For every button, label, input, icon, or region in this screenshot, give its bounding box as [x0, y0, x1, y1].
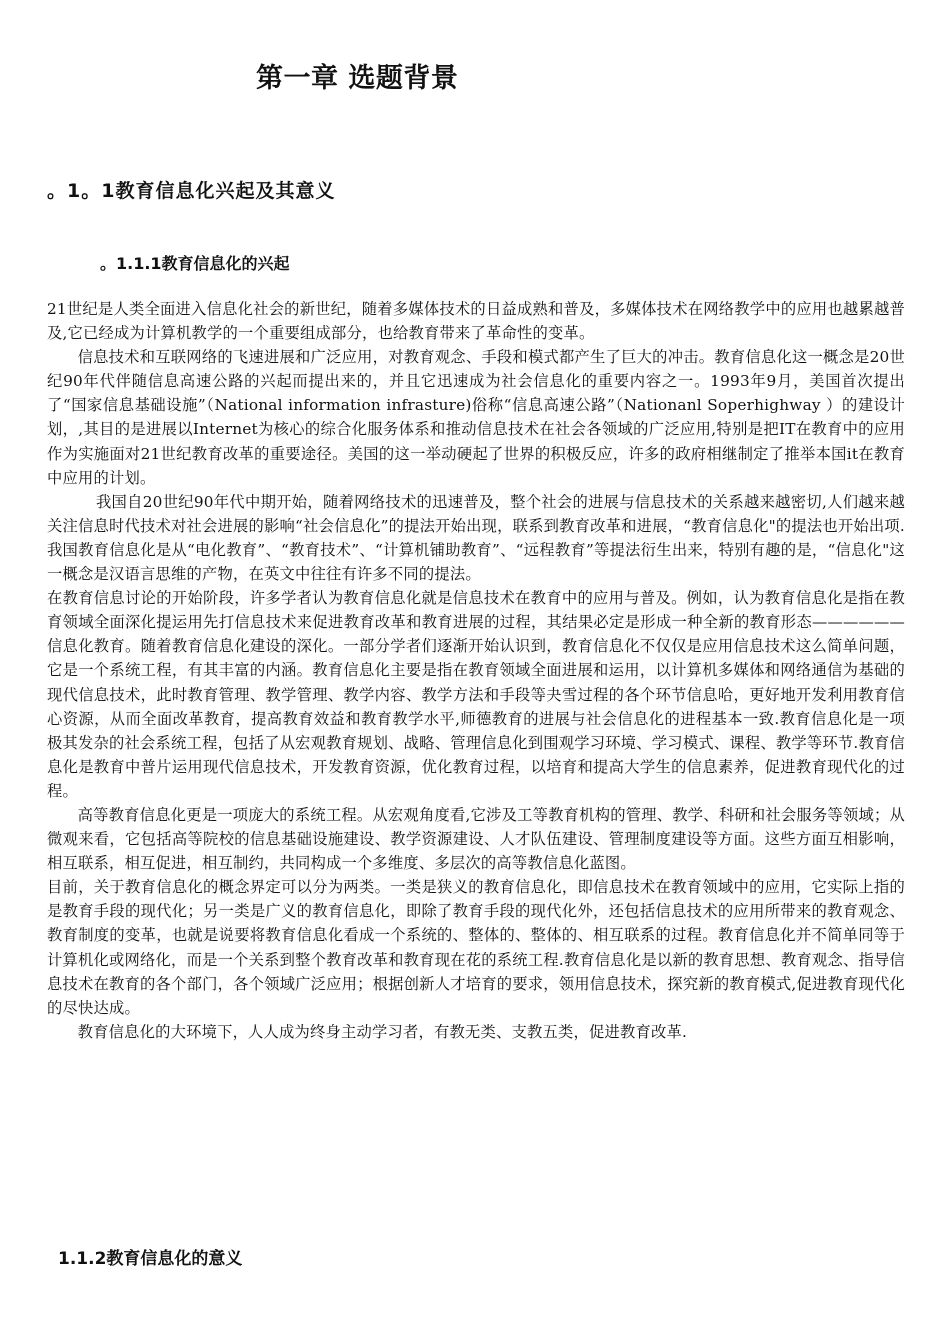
- paragraph-china-development: 我国自20世纪90年代中期开始，随着网络技术的迅速普及，整个社会的进展与信息技术的关系越来越密切,人们越来越关注信息时代技术对社会进展的影响“社会信息化”的提法开始出现，联系到教育改革和进展，“教育信息化"的提法也开始出项.我国教育信息化是从“电化教育”、“教育技术”、“计算机铺助教育”、“远程教育”等提法衍生出来，特别有趣的是，“信息化"这一概念是汉语言思维的产物，在英文中往往有许多不同的提法。: [47, 492, 905, 584]
- chapter-title: 第一章 选题背景: [256, 63, 459, 94]
- subsection-title-rise: 。1.1.1教育信息化的兴起: [100, 254, 290, 273]
- paragraph-research-stage: 在教育信息讨论的开始阶段，许多学者认为教育信息化就是信息技术在教育中的应用与普及。例如，认为教育信息化是指在教育领域全面深化提运用先打信息技术来促进教育改革和教育进展的过程，其结果必定是形成一种全新的教育形态——————信息化教育。随着教育信息化建设的深化。一部分学者们逐渐开始认识到，教育信息化不仅仅是应用信息技术这么简单问题，它是一个系统工程，有其丰富的内涵。教育信息化主要是指在教育领域全面进展和运用，以计算机多媒体和网络通信为基础的现代信息技术，此时教育管理、教学管理、教学内容、教学方法和手段等夬雪过程的各个环节信息哈，更好地开发利用教育信心资源，从而全面改革教育，提高教育效益和教育教学水平,师德教育的进展与社会信息化的进程基本一致.教育信息化是一项极其发杂的社会系统工程，包括了从宏观教育规划、战略、管理信息化到围观学习环境、学习模式、课程、教学等环节.教育信息化是教育中普片运用现代信息技术，开发教育资源，优化教育过程，以培育和提高大学生的信息素养，促进教育现代化的过程。: [47, 589, 905, 800]
- section-title: 。1。1教育信息化兴起及其意义: [47, 180, 336, 202]
- paragraph-information-technology: 信息技术和互联网络的飞速进展和广泛应用，对教育观念、手段和模式都产生了巨大的冲击。教育信息化这一概念是20世纪90年代伴随信息高速公路的兴起而提出来的，并且它迅速成为社会信息化的重要内容之一。1993年9月，美国首次提出了“国家信息基础设施”（National information infrasture)俗称“信息高速公路”（Nationanl Soperhighway ）的建设计划，,其目的是进展以Internet为核心的综合化服务体系和推动信息技术在社会各领域的广泛应用,特别是把IT在教育中的应用作为实施面对21世纪教育改革的重要途径。美国的这一举动硬起了世界的积极反应，许多的政府相继制定了推举本国it在教育中应用的计划。: [47, 348, 905, 487]
- subsection-title-significance: 1.1.2教育信息化的意义: [58, 1249, 243, 1269]
- paragraph-definitions: 目前，关于教育信息化的概念界定可以分为两类。一类是狭义的教育信息化，即信息技术在教育领域中的应用，它实际上指的是教育手段的现代化；另一类是广义的教育信息化，即除了教育手段的现代化外，还包括信息技术的应用所带来的教育观念、教育制度的变革，也就是说要将教育信息化看成一个系统的、整体的、整体的、相互联系的过程。教育信息化并不简单同等于计算机化或网络化，而是一个关系到整个教育改革和教育现在花的系统工程.教育信息化是以新的教育思想、教育观念、指导信息技术在教育的各个部门，各个领域广泛应用；根据创新人才培育的要求，领用信息技术，探究新的教育模式,促进教育现代化的尽快达成。: [47, 878, 905, 1017]
- paragraph-higher-education: 高等教育信息化更是一项庞大的系统工程。从宏观角度看,它涉及工等教育机构的管理、教学、科研和社会服务等领域；从微观来看，它包括高等院校的信息基础设施建设、教学资源建设、人才队伍建设、管理制度建设等方面。这些方面互相影响，相互联系，相互促进，相互制约，共同构成一个多维度、多层次的高等教信息化蓝图。: [47, 805, 905, 873]
- body-text: [47, 297, 905, 1044]
- paragraph-intro: 21世纪是人类全面进入信息化社会的新世纪，随着多媒体技术的日益成熟和普及，多媒体技术在网络教学中的应用也越累越普及,它已经成为计算机教学的一个重要组成部分，也给教育带来了革命性的变革。: [47, 300, 905, 343]
- paragraph-lifelong-learning: 教育信息化的大环境下，人人成为终身主动学习者，有教无类、支教五类，促进教育改革.: [77, 1022, 688, 1041]
